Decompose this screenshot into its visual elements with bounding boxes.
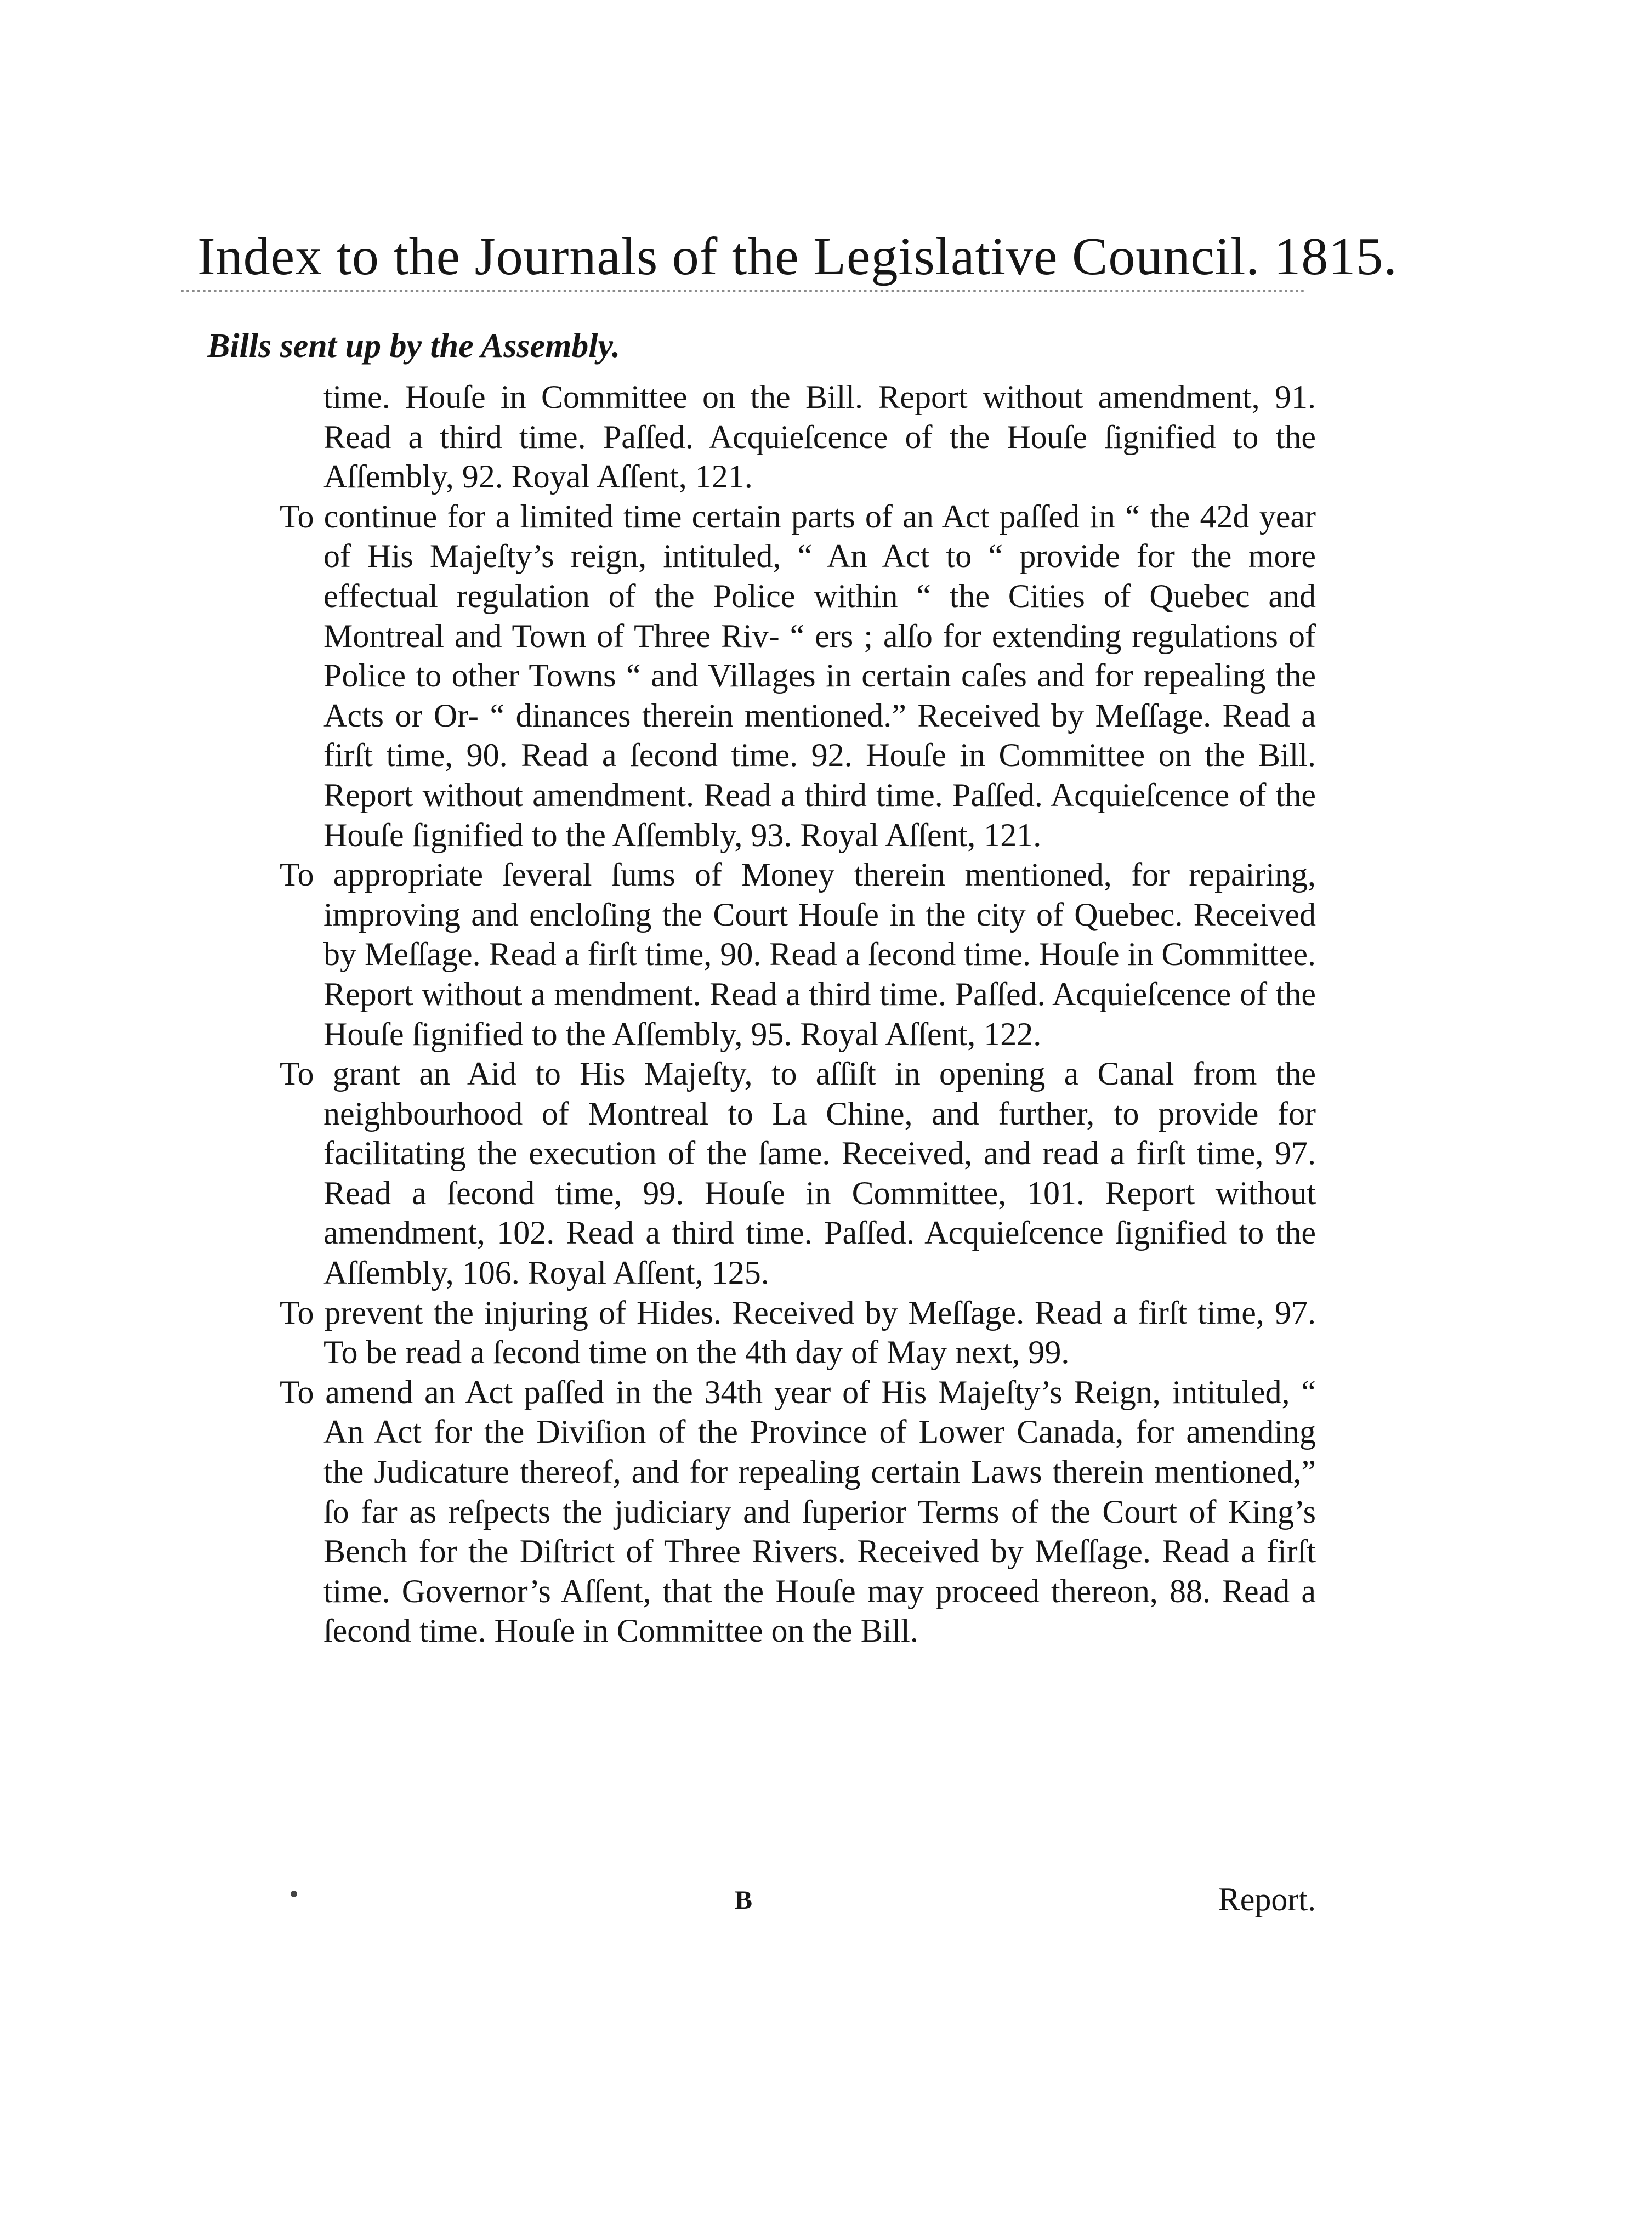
index-entry: To grant an Aid to His Majeſty, to aſſiſt in opening a Canal from the neighbourhood of Montreal to La Chine, and further, to provide for facilitating the execution of the ſame. Received, and read a firſt time, 97. Read a ſecond time, 99. Houſe in Committee, 101. Report without amendment, 102. Read a third time. Paſſed. Acquieſcence ſignified to the Aſſembly, 106. Royal Aſſent, 125.: [280, 1056, 1316, 1291]
section-title: Bills sent up by the Assembly.: [207, 327, 621, 365]
index-entry: To continue for a limited time certain parts of an Act paſſed in “ the 42d year of His Majeſty’s reign, intituled, “ An Act to “ provide for the more effectual regulation of the Police within “ the Cities of Quebec and Montreal and Town of Three Riv- “ ers ; alſo for extending regulations of Police to other Towns “ and Villages in certain caſes and for repealing the Acts or Or- “ dinances therein mentioned.” Received by Meſſage. Read a firſt time, 90. Read a ſecond time. 92. Houſe in Committee on the Bill. Report without amendment. Read a third time. Paſſed. Acquieſcence of the Houſe ſignified to the Aſſembly, 93. Royal Aſſent, 121.: [280, 498, 1316, 853]
signature-mark: B: [735, 1886, 753, 1915]
index-entries: [280, 377, 1316, 1651]
header-rule: [181, 290, 1305, 292]
index-entry-continued: time. Houſe in Committee on the Bill. Report without amendment, 91. Read a third time. Paſſed. Acquieſcence of the Houſe ſignified to the Aſſembly, 92. Royal Aſſent, 121.: [323, 379, 1316, 495]
catchword: Report.: [1218, 1881, 1316, 1917]
index-entry: To amend an Act paſſed in the 34th year of His Majeſty’s Reign, intituled, “ An Act for the Diviſion of the Province of Lower Canada, for amending the Judicature thereof, and for repealing certain Laws therein mentioned,” ſo far as reſpects the judiciary and ſuperior Terms of the Court of King’s Bench for the Diſtrict of Three Rivers. Received by Meſſage. Read a firſt time. Governor’s Aſſent, that the Houſe may proceed thereon, 88. Read a ſecond time. Houſe in Committee on the Bill.: [280, 1374, 1316, 1649]
index-entry: To appropriate ſeveral ſums of Money therein mentioned, for repairing, improving and encloſing the Court Houſe in the city of Quebec. Received by Meſſage. Read a firſt time, 90. Read a ſecond time. Houſe in Committee. Report without a mendment. Read a third time. Paſſed. Acquieſcence of the Houſe ſignified to the Aſſembly, 95. Royal Aſſent, 122.: [280, 856, 1316, 1052]
page-header-title: Index to the Journals of the Legislative Council. 1815.: [197, 227, 1398, 286]
page-footer: [280, 1881, 1316, 1925]
index-entry: To prevent the injuring of Hides. Received by Meſſage. Read a firſt time, 97. To be read a ſecond time on the 4th day of May next, 99.: [280, 1294, 1316, 1371]
ink-mark: [291, 1891, 297, 1897]
